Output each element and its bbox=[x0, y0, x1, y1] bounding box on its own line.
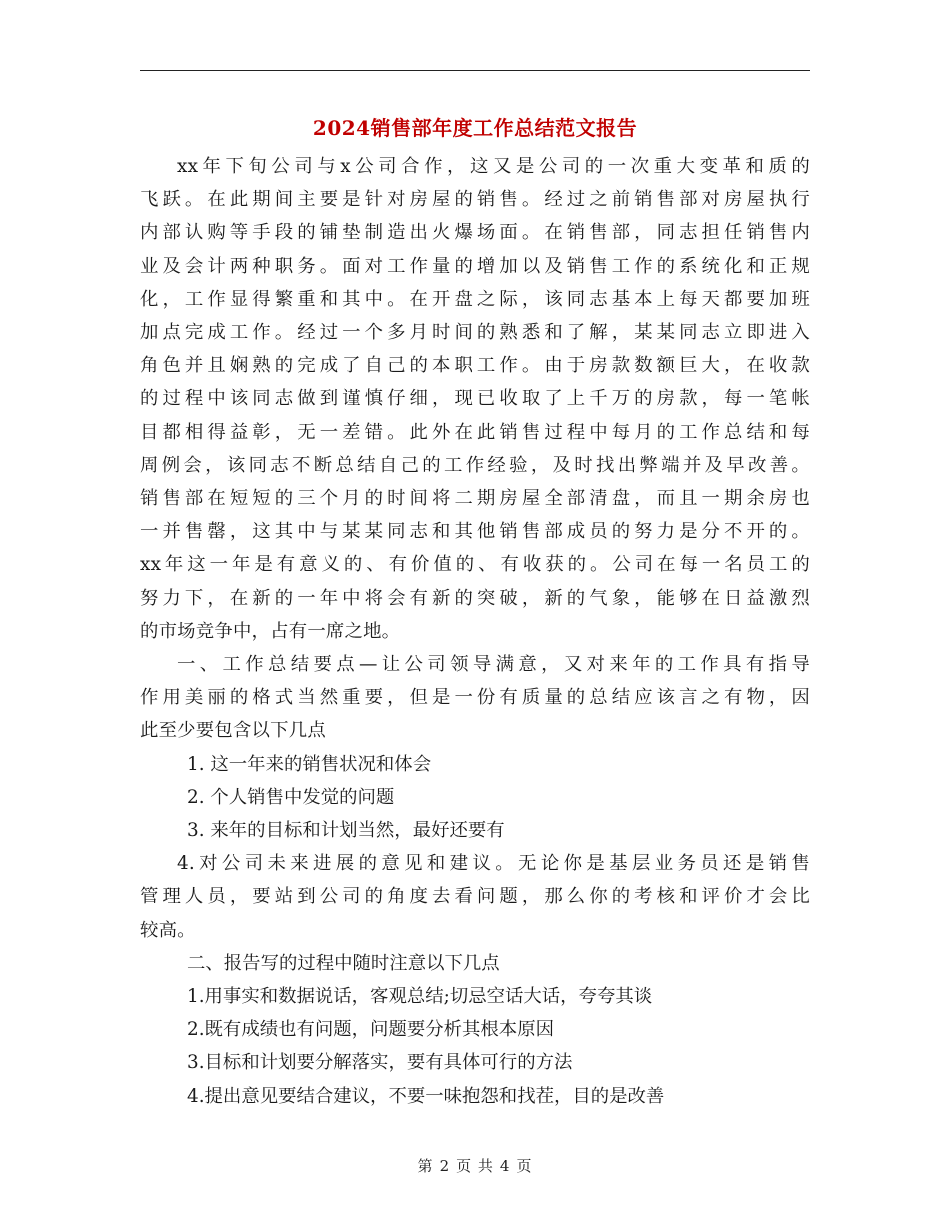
list-item: 4.提出意见要结合建议，不要一味抱怨和找茬，目的是改善 bbox=[187, 1085, 665, 1107]
document-title: 2024销售部年度工作总结范文报告 bbox=[312, 116, 638, 140]
text-line: 销售部在短短的三个月的时间将二期房屋全部清盘，而且一期余房也 bbox=[140, 488, 810, 510]
paragraph-item-4 bbox=[140, 847, 810, 947]
text-line: 内部认购等手段的铺垫制造出火爆场面。在销售部，同志担任销售内 bbox=[140, 222, 810, 244]
section-heading-2: 二、报告写的过程中随时注意以下几点 bbox=[187, 952, 500, 974]
text-line: 飞跃。在此期间主要是针对房屋的销售。经过之前销售部对房屋执行 bbox=[140, 189, 810, 211]
text-line: 一、工作总结要点—让公司领导满意，又对来年的工作具有指导 bbox=[177, 654, 810, 676]
text-line: 此至少要包含以下几点 bbox=[140, 720, 326, 742]
paragraph-intro bbox=[140, 150, 810, 648]
text-line: 一并售罄，这其中与某某同志和其他销售部成员的努力是分不开的。 bbox=[140, 521, 810, 543]
page-footer bbox=[0, 1155, 950, 1176]
list-item: 3.目标和计划要分解落实，要有具体可行的方法 bbox=[187, 1052, 573, 1074]
header-rule bbox=[140, 70, 810, 71]
text-line: 较高。 bbox=[140, 919, 196, 941]
footer-suffix: 页 bbox=[516, 1157, 533, 1175]
text-line: 周例会，该同志不断总结自己的工作经验，及时找出弊端并及早改善。 bbox=[140, 454, 810, 476]
list-item: 1.用事实和数据说话，客观总结;切忌空话大话，夸夸其谈 bbox=[187, 986, 653, 1008]
text-line: xx年这一年是有意义的、有价值的、有收获的。公司在每一名员工的 bbox=[140, 554, 810, 576]
footer-page-number: 2 bbox=[439, 1157, 451, 1175]
list-item: 2. 个人销售中发觉的问题 bbox=[187, 786, 395, 808]
footer-prefix: 第 bbox=[417, 1157, 434, 1175]
text-line: 4.对公司未来进展的意见和建议。无论你是基层业务员还是销售 bbox=[177, 853, 810, 875]
text-line: 的市场竞争中，占有一席之地。 bbox=[140, 620, 401, 642]
text-line: xx年下旬公司与x公司合作，这又是公司的一次重大变革和质的 bbox=[177, 156, 810, 177]
text-line: 化，工作显得繁重和其中。在开盘之际，该同志基本上每天都要加班 bbox=[140, 288, 810, 310]
text-line: 作用美丽的格式当然重要，但是一份有质量的总结应该言之有物，因 bbox=[140, 687, 810, 709]
text-line: 努力下，在新的一年中将会有新的突破，新的气象，能够在日益激烈 bbox=[140, 587, 810, 609]
text-line: 角色并且娴熟的完成了自己的本职工作。由于房款数额巨大，在收款 bbox=[140, 355, 810, 377]
footer-total-pages: 4 bbox=[499, 1157, 511, 1175]
document-body bbox=[140, 150, 810, 1113]
footer-middle: 页 共 bbox=[456, 1157, 494, 1175]
text-line: 加点完成工作。经过一个多月时间的熟悉和了解，某某同志立即进入 bbox=[140, 322, 810, 344]
text-line: 目都相得益彰，无一差错。此外在此销售过程中每月的工作总结和每 bbox=[140, 421, 810, 443]
list-item: 1. 这一年来的销售状况和体会 bbox=[187, 753, 432, 775]
list-item: 2.既有成绩也有问题，问题要分析其根本原因 bbox=[187, 1019, 554, 1041]
paragraph-section-1 bbox=[140, 648, 810, 748]
list-item: 3. 来年的目标和计划当然，最好还要有 bbox=[187, 820, 505, 842]
text-line: 业及会计两种职务。面对工作量的增加以及销售工作的系统化和正规 bbox=[140, 255, 810, 277]
text-line: 管理人员，要站到公司的角度去看问题，那么你的考核和评价才会比 bbox=[140, 886, 810, 908]
text-line: 的过程中该同志做到谨慎仔细，现已收取了上千万的房款，每一笔帐 bbox=[140, 388, 810, 410]
